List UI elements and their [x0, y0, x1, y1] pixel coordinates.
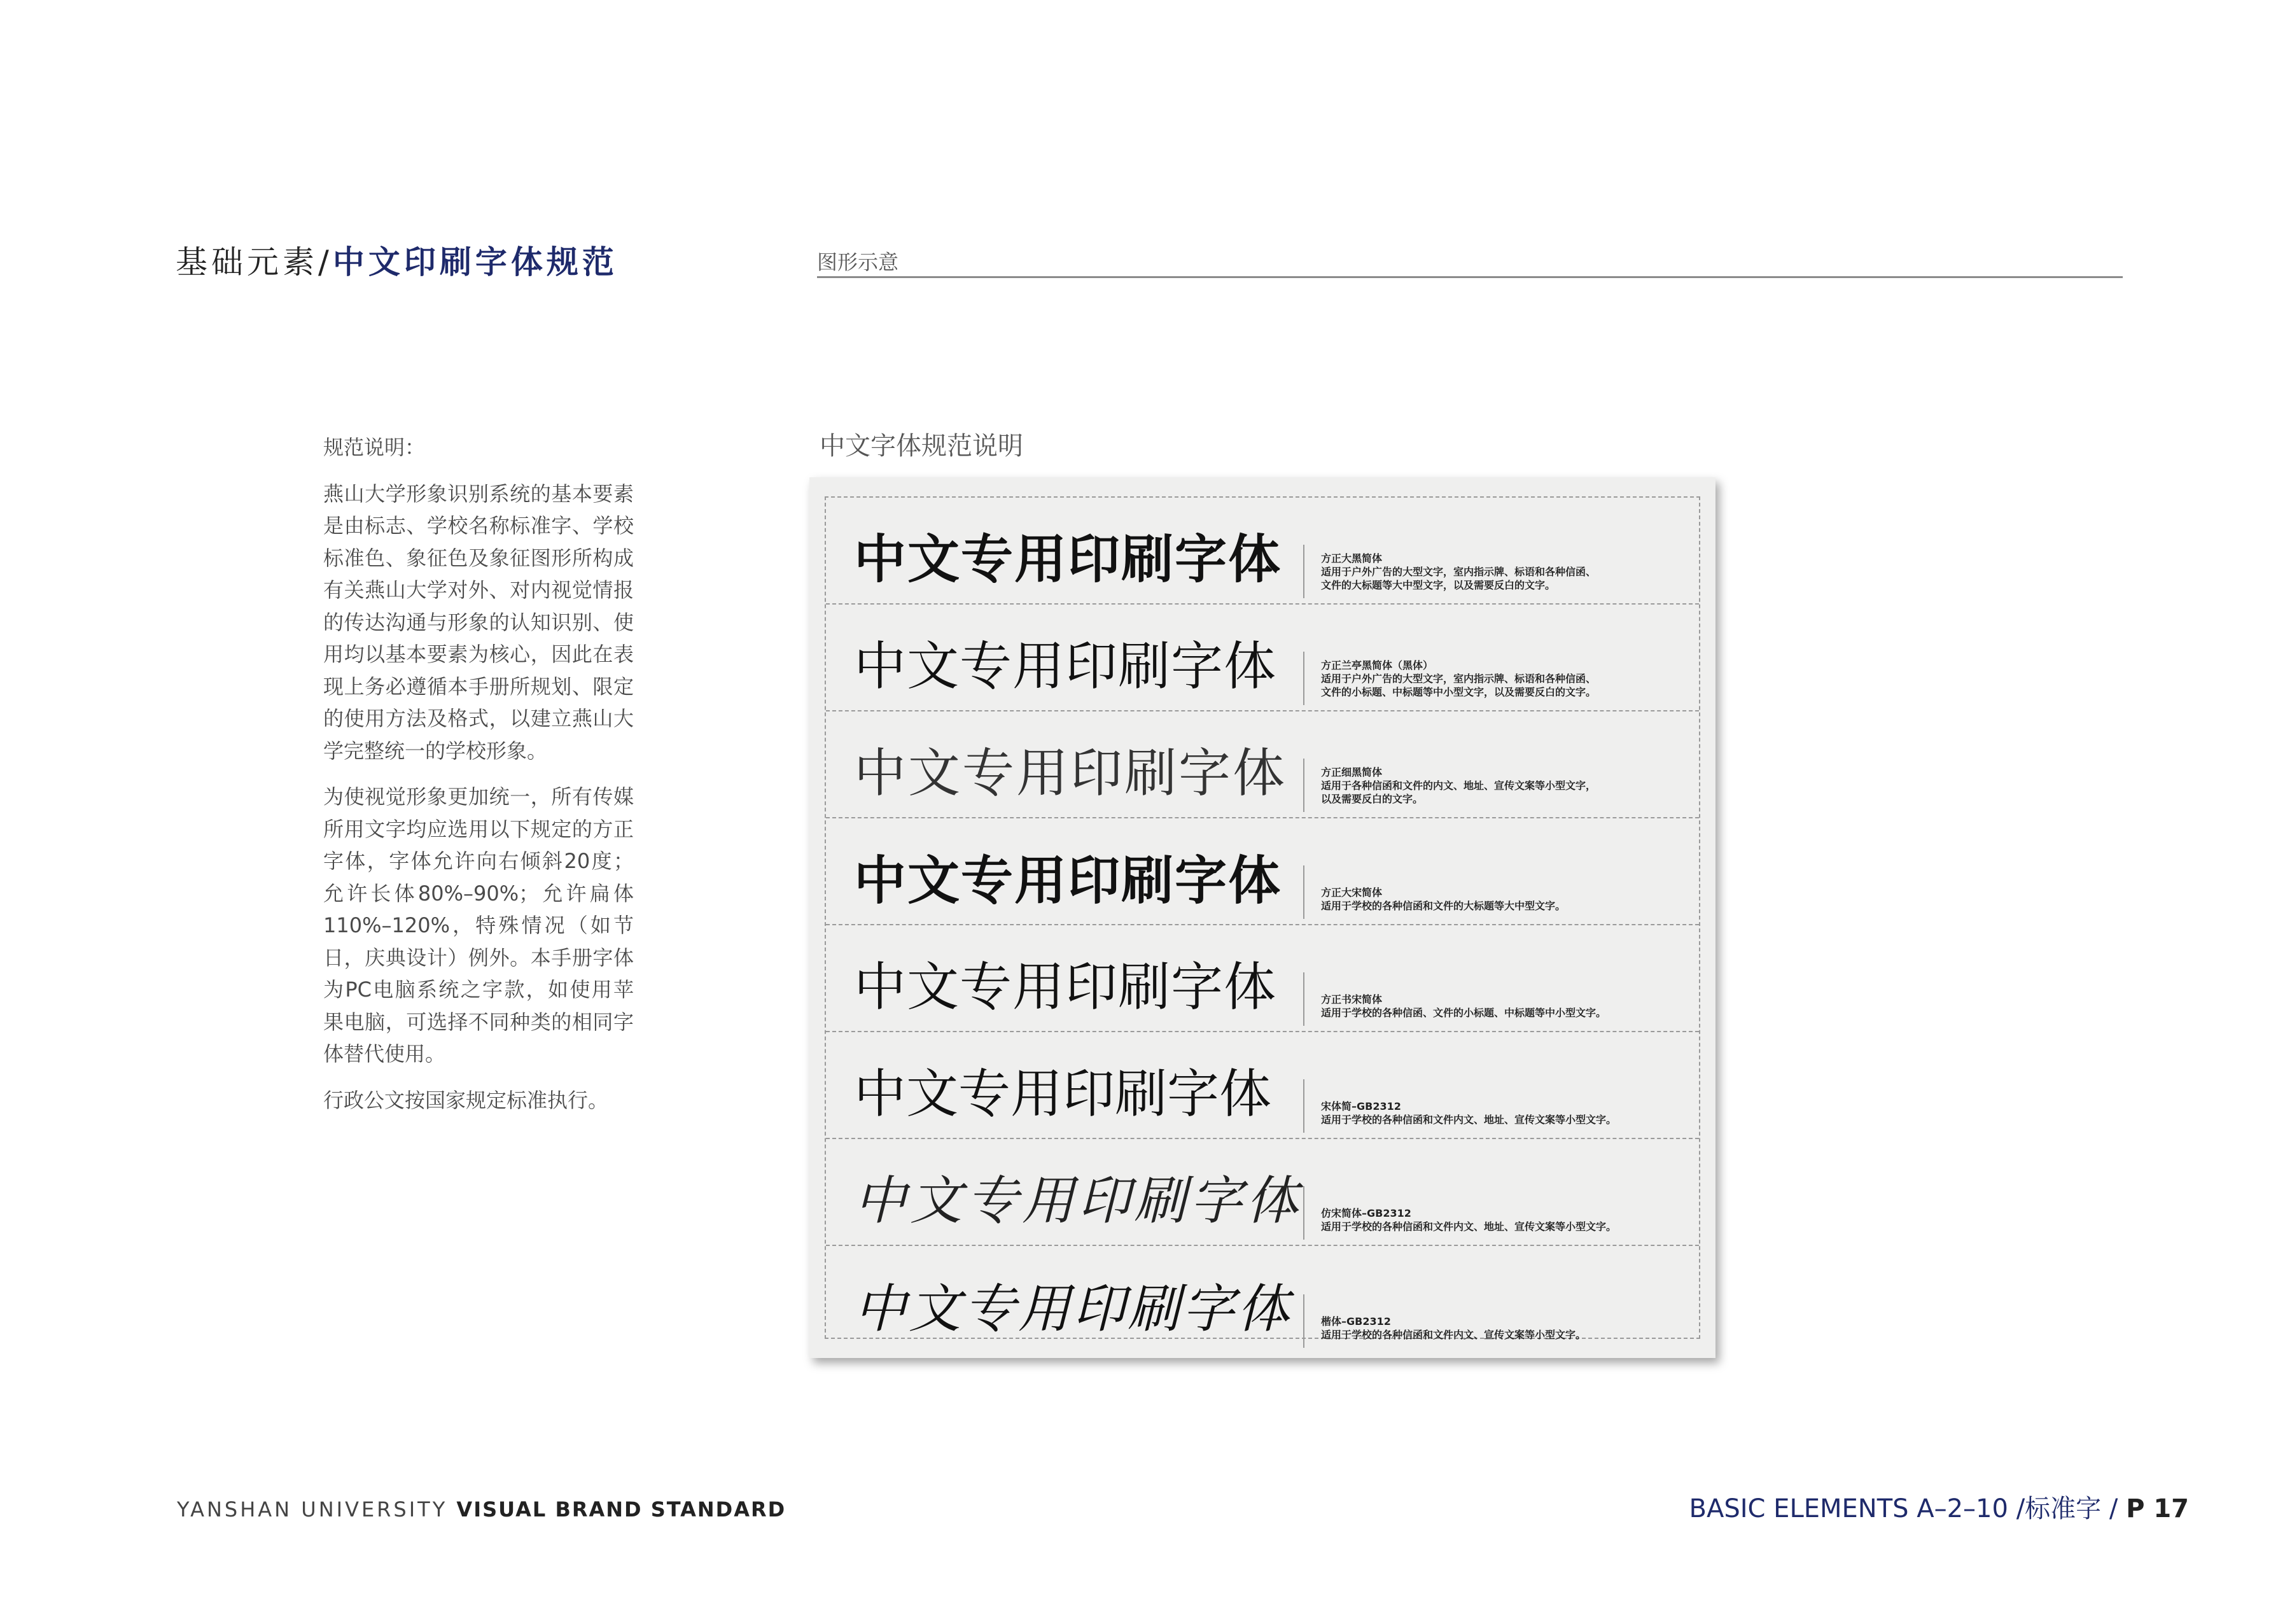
category-label: 基础元素 — [176, 244, 318, 281]
font-info — [1321, 886, 1696, 913]
footer-standard: VISUAL BRAND STANDARD — [456, 1497, 786, 1522]
page-number: P 17 — [2126, 1494, 2189, 1523]
section-label: 图形示意 — [817, 250, 899, 274]
row-divider — [1303, 1294, 1304, 1348]
description-column — [323, 431, 634, 1130]
font-name: 方正兰亭黑简体（黑体） — [1321, 659, 1434, 671]
font-info — [1321, 552, 1696, 592]
footer-section: /标准字 — [2016, 1494, 2102, 1523]
font-usage: 文件的小标题、中标题等中小型文字，以及需要反白的文字。 — [1321, 686, 1597, 698]
font-sample: 中文专用印刷字体 — [854, 1172, 1302, 1230]
font-row — [826, 1246, 1699, 1353]
font-usage: 适用于户外广告的大型文字，室内指示牌、标语和各种信函、 — [1321, 673, 1597, 685]
description-paragraph: 行政公文按国家规定标准执行。 — [323, 1088, 609, 1112]
font-name: 方正大宋简体 — [1321, 886, 1383, 899]
font-sample: 中文专用印刷字体 — [854, 529, 1282, 590]
font-usage: 适用于学校的各种信函和文件的大标题等大中型文字。 — [1321, 900, 1566, 912]
font-usage: 适用于学校的各种信函和文件内文、地址、宣传文案等小型文字。 — [1321, 1221, 1617, 1233]
footer-university: YANSHAN UNIVERSITY — [177, 1497, 448, 1522]
font-info — [1321, 1315, 1696, 1341]
font-info — [1321, 993, 1696, 1019]
font-row — [826, 925, 1699, 1032]
font-specimen-panel — [809, 477, 1715, 1358]
font-row — [826, 711, 1699, 818]
row-divider — [1303, 759, 1304, 812]
font-usage: 适用于各种信函和文件的内文、地址、宣传文案等小型文字， — [1321, 780, 1597, 792]
font-info — [1321, 659, 1696, 699]
description-label: 规范说明： — [323, 435, 426, 459]
font-name: 方正书宋简体 — [1321, 993, 1383, 1005]
footer-code: BASIC ELEMENTS A–2–10 — [1689, 1494, 2008, 1523]
specimen-frame — [825, 496, 1700, 1339]
description-paragraph: 为使视觉形象更加统一，所有传媒所用文字均应选用以下规定的方正字体，字体允许向右倾斜20度；允许长体80%–90%；允许扁体110%–120%，特殊情况（如节日，庆典设计）例外。本手册字体为PC电脑系统之字款，如使用苹果电脑，可选择不同种类的相同字体替代使用。 — [323, 785, 634, 1066]
row-divider — [1303, 972, 1304, 1026]
footer-separator: / — [2109, 1494, 2118, 1523]
font-name: 仿宋简体–GB2312 — [1321, 1207, 1411, 1219]
font-name: 宋体简–GB2312 — [1321, 1100, 1401, 1112]
row-divider — [1303, 545, 1304, 598]
font-row — [826, 1139, 1699, 1246]
footer-brand — [177, 1495, 786, 1523]
font-sample: 中文专用印刷字体 — [854, 636, 1277, 697]
title-separator: / — [318, 244, 333, 281]
section-header — [817, 249, 2123, 278]
font-name: 楷体–GB2312 — [1321, 1315, 1391, 1327]
font-sample: 中文专用印刷字体 — [854, 1065, 1272, 1123]
panel-caption: 中文字体规范说明 — [820, 431, 1023, 461]
font-row — [826, 498, 1699, 605]
font-row — [826, 1032, 1699, 1139]
font-usage: 适用于学校的各种信函、文件的小标题、中标题等中小型文字。 — [1321, 1007, 1607, 1019]
row-divider — [1303, 652, 1304, 705]
page-title — [176, 243, 618, 281]
font-name: 方正细黑简体 — [1321, 766, 1383, 778]
subtitle-label: 中文印刷字体规范 — [332, 244, 618, 281]
footer-page-info — [1689, 1493, 2189, 1525]
font-row — [826, 605, 1699, 711]
font-row — [826, 818, 1699, 925]
row-divider — [1303, 1186, 1304, 1240]
font-info — [1321, 1100, 1696, 1126]
font-name: 方正大黑简体 — [1321, 552, 1383, 564]
font-usage: 文件的大标题等大中型文字，以及需要反白的文字。 — [1321, 579, 1556, 591]
font-sample: 中文专用印刷字体 — [854, 1279, 1292, 1340]
font-usage: 适用于学校的各种信函和文件内文、地址、宣传文案等小型文字。 — [1321, 1114, 1617, 1126]
font-usage: 适用于户外广告的大型文字，室内指示牌、标语和各种信函、 — [1321, 566, 1597, 578]
font-usage: 以及需要反白的文字。 — [1321, 793, 1423, 805]
row-divider — [1303, 1079, 1304, 1133]
font-sample: 中文专用印刷字体 — [854, 957, 1277, 1018]
description-paragraph: 燕山大学形象识别系统的基本要素是由标志、学校名称标准字、学校标准色、象征色及象征图形所构成有关燕山大学对外、对内视觉情报的传达沟通与形象的认知识别、使用均以基本要素为核心，因此在表现上务必遵循本手册所规划、限定的使用方法及格式，以建立燕山大学完整统一的学校形象。 — [323, 481, 634, 763]
font-info — [1321, 1207, 1696, 1233]
font-usage: 适用于学校的各种信函和文件内文、宣传文案等小型文字。 — [1321, 1329, 1586, 1341]
font-sample: 中文专用印刷字体 — [854, 743, 1287, 804]
row-divider — [1303, 865, 1304, 919]
font-info — [1321, 766, 1696, 806]
font-sample: 中文专用印刷字体 — [854, 850, 1282, 911]
